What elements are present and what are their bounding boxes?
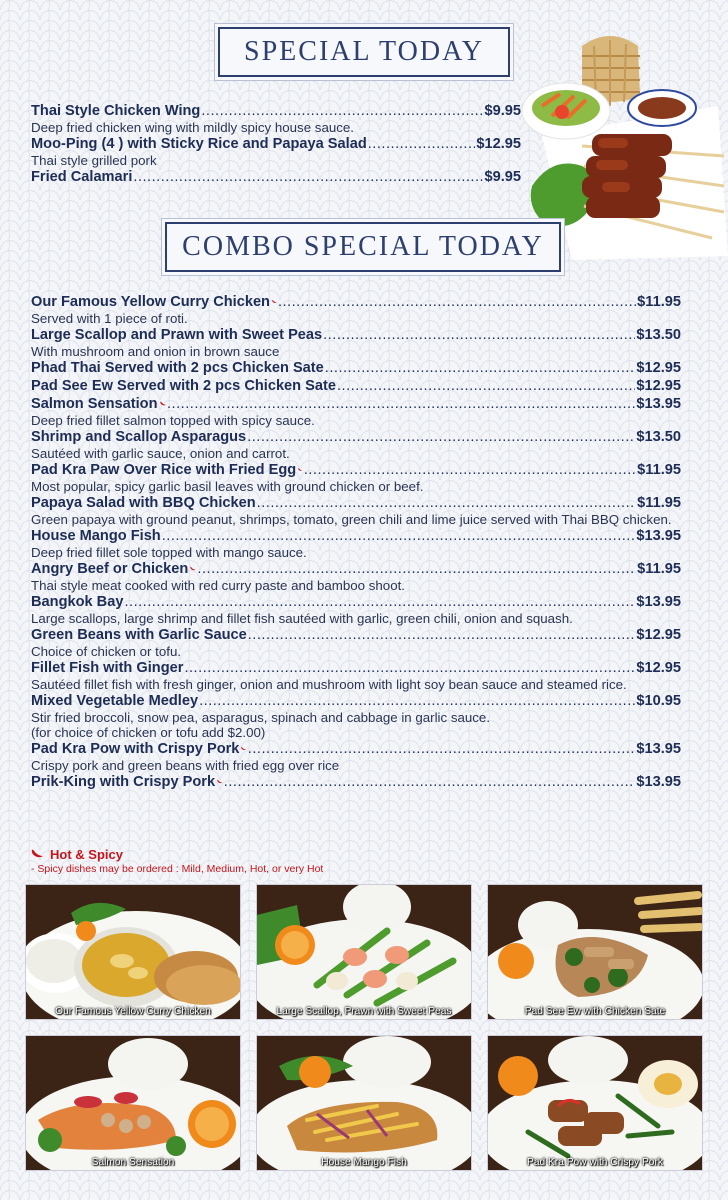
dot-leader	[199, 693, 635, 710]
menu-item-price: $13.95	[636, 741, 681, 757]
dish-photo	[487, 884, 703, 1020]
menu-item-name: Our Famous Yellow Curry Chicken	[31, 294, 270, 310]
menu-item-price: $11.95	[637, 495, 681, 511]
menu-item-name: Pad Kra Pow with Crispy Pork	[31, 741, 240, 757]
menu-item-name: Fried Calamari	[31, 169, 133, 185]
dot-leader	[197, 561, 636, 578]
menu-item-line	[31, 136, 521, 153]
menu-item-description: Served with 1 piece of roti.	[31, 311, 188, 326]
menu-item-price: $11.95	[637, 462, 681, 478]
menu-item	[31, 462, 681, 494]
menu-item-line	[31, 103, 521, 120]
dot-leader	[337, 378, 635, 395]
menu-item	[31, 136, 521, 168]
dot-leader	[248, 627, 636, 644]
dot-leader	[248, 741, 636, 758]
menu-item-line	[31, 627, 681, 644]
chili-pepper-icon	[272, 297, 277, 306]
dot-leader	[162, 528, 636, 545]
menu-item-price: $13.95	[636, 774, 681, 790]
dot-leader	[323, 327, 635, 344]
dish-photo	[256, 884, 472, 1020]
menu-item-line	[31, 294, 681, 311]
menu-item-description: Deep fried chicken wing with mildly spicy house sauce.	[31, 120, 354, 135]
chili-pepper-icon	[31, 849, 44, 858]
menu-item-line	[31, 327, 681, 344]
menu-item-line	[31, 495, 681, 512]
dish-caption: Pad Kra Pow with Crispy Pork	[527, 1157, 663, 1168]
menu-item-price: $13.50	[636, 327, 681, 343]
dish-caption: Pad See Ew with Chicken Sate	[524, 1006, 666, 1017]
menu-item-name: Angry Beef or Chicken	[31, 561, 189, 577]
dish-image	[257, 1036, 472, 1171]
menu-item-description: Crispy pork and green beans with fried egg over rice	[31, 758, 340, 773]
menu-item-price: $9.95	[484, 169, 521, 185]
menu-item-price: $12.95	[636, 378, 681, 394]
menu-item	[31, 774, 681, 791]
menu-item-name: Thai Style Chicken Wing	[31, 103, 201, 119]
menu-item-name: Pad Kra Paw Over Rice with Fried Egg	[31, 462, 297, 478]
menu-item-line	[31, 429, 681, 446]
special-today-list	[31, 103, 521, 187]
menu-item-name: House Mango Fish	[31, 528, 161, 544]
dot-leader	[278, 294, 636, 311]
menu-item-line	[31, 169, 521, 186]
menu-item	[31, 660, 681, 692]
dish-image	[26, 885, 241, 1020]
menu-item-price: $13.50	[636, 429, 681, 445]
menu-item-description: Most popular, spicy garlic basil leaves with ground chicken or beef.	[31, 479, 424, 494]
dot-leader	[247, 429, 635, 446]
menu-item-description: Deep fried fillet sole topped with mango sauce.	[31, 545, 307, 560]
menu-item-description: Thai style grilled pork	[31, 153, 157, 168]
menu-item-name: Phad Thai Served with 2 pcs Chicken Sate	[31, 360, 324, 376]
menu-item-price: $12.95	[476, 136, 521, 152]
menu-item-description: Sautéed fillet fish with fresh ginger, onion and mushroom with light soy bean sauce and steamed rice.	[31, 677, 627, 692]
dish-caption: House Mango Fish	[321, 1157, 407, 1168]
dish-caption: Salmon Sensation	[91, 1157, 175, 1168]
legend-title: Hot & Spicy	[50, 847, 123, 862]
menu-item-description: Sautéed with garlic sauce, onion and carrot.	[31, 446, 290, 461]
menu-item-name: Shrimp and Scallop Asparagus	[31, 429, 247, 445]
menu-item	[31, 594, 681, 626]
chili-pepper-icon	[298, 465, 303, 474]
menu-item-price: $10.95	[636, 693, 681, 709]
menu-item-description: Choice of chicken or tofu.	[31, 644, 182, 659]
menu-item-line	[31, 693, 681, 710]
dot-leader	[184, 660, 635, 677]
menu-item-line	[31, 462, 681, 479]
chili-pepper-icon	[241, 744, 246, 753]
dish-photo	[25, 884, 241, 1020]
menu-item-name: Salmon Sensation	[31, 396, 158, 412]
menu-item-line	[31, 528, 681, 545]
combo-special-list	[31, 294, 681, 792]
special-today-title: SPECIAL TODAY	[218, 27, 510, 77]
chili-pepper-icon	[160, 399, 166, 408]
menu-item-description: Thai style meat cooked with red curry paste and bamboo shoot.	[31, 578, 405, 593]
menu-item-name: Fillet Fish with Ginger	[31, 660, 184, 676]
dot-leader	[304, 462, 636, 479]
dot-leader	[368, 136, 476, 153]
menu-item-name: Mixed Vegetable Medley	[31, 693, 199, 709]
menu-item-name: Prik-King with Crispy Pork	[31, 774, 216, 790]
legend-note: - Spicy dishes may be ordered : Mild, Medium, Hot, or very Hot	[31, 863, 324, 875]
legend-title-row	[31, 847, 323, 863]
menu-item-price: $12.95	[636, 627, 681, 643]
menu-item-price: $12.95	[636, 660, 681, 676]
spicy-legend	[31, 847, 323, 876]
menu-item-price: $13.95	[636, 528, 681, 544]
dish-photo	[256, 1035, 472, 1171]
menu-item-line	[31, 594, 681, 611]
menu-item	[31, 294, 681, 326]
dish-image	[488, 885, 703, 1020]
menu-item-description: Deep fried fillet salmon topped with spicy sauce.	[31, 413, 315, 428]
menu-item	[31, 429, 681, 461]
menu-item-name: Moo-Ping (4 ) with Sticky Rice and Papaya Salad	[31, 136, 367, 152]
menu-item-price: $13.95	[636, 396, 681, 412]
menu-item	[31, 103, 521, 135]
dot-leader	[133, 169, 483, 186]
menu-item-price: $9.95	[484, 103, 521, 119]
dish-image	[488, 1036, 703, 1171]
menu-item-line	[31, 360, 681, 377]
dot-leader	[325, 360, 636, 377]
menu-item-description: Large scallops, large shrimp and fillet fish sautéed with garlic, green chili, onion and squash.	[31, 611, 573, 626]
menu-item	[31, 627, 681, 659]
menu-item	[31, 495, 681, 527]
menu-item-line	[31, 396, 681, 413]
menu-item-name: Bangkok Bay	[31, 594, 124, 610]
dish-photo	[25, 1035, 241, 1171]
dish-caption: Our Famous Yellow Curry Chicken	[55, 1006, 211, 1017]
combo-special-title: COMBO SPECIAL TODAY	[165, 222, 561, 272]
menu-item	[31, 360, 681, 377]
menu-item	[31, 693, 681, 740]
menu-item	[31, 169, 521, 186]
menu-item-line	[31, 378, 681, 395]
menu-item-name: Green Beans with Garlic Sauce	[31, 627, 247, 643]
menu-item	[31, 327, 681, 359]
dot-leader	[201, 103, 483, 120]
dot-leader	[224, 774, 636, 791]
menu-item-description: With mushroom and onion in brown sauce	[31, 344, 280, 359]
menu-item-line	[31, 561, 681, 578]
menu-item-line	[31, 774, 681, 791]
menu-item-price: $11.95	[637, 561, 681, 577]
menu-item-description: Stir fried broccoli, snow pea, asparagus, spinach and cabbage in garlic sauce. (for choice of chicken or tofu add $2.00)	[31, 710, 491, 740]
dot-leader	[167, 396, 635, 413]
menu-item-description: Green papaya with ground peanut, shrimps, tomato, green chili and lime juice served with Thai BBQ chicken.	[31, 512, 672, 527]
menu-item-name: Pad See Ew Served with 2 pcs Chicken Sate	[31, 378, 336, 394]
dot-leader	[124, 594, 635, 611]
chili-pepper-icon	[190, 564, 196, 573]
menu-item	[31, 528, 681, 560]
menu-item	[31, 561, 681, 593]
dish-image	[26, 1036, 241, 1171]
dot-leader	[257, 495, 637, 512]
menu-item-line	[31, 741, 681, 758]
menu-item-price: $13.95	[636, 594, 681, 610]
dish-caption: Large Scallop, Prawn with Sweet Peas	[276, 1006, 452, 1017]
menu-item	[31, 378, 681, 395]
dish-image	[257, 885, 472, 1020]
chili-pepper-icon	[217, 777, 223, 786]
menu-item-price: $11.95	[637, 294, 681, 310]
menu-item	[31, 396, 681, 428]
menu-item	[31, 741, 681, 773]
menu-item-name: Large Scallop and Prawn with Sweet Peas	[31, 327, 323, 343]
menu-item-line	[31, 660, 681, 677]
dish-photo	[487, 1035, 703, 1171]
menu-item-name: Papaya Salad with BBQ Chicken	[31, 495, 256, 511]
menu-item-price: $12.95	[636, 360, 681, 376]
